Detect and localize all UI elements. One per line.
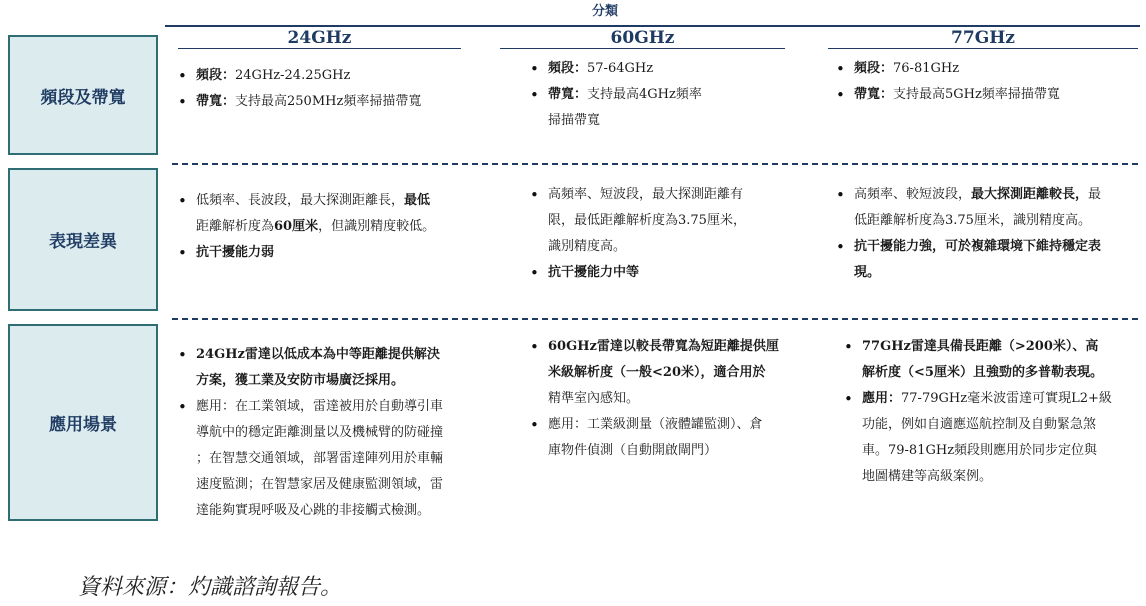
header-rule	[165, 25, 1140, 27]
row-label-application: 應用場景	[8, 324, 158, 521]
bandwidth-value: 支持最高5GHz頻率掃描帶寬	[893, 87, 1060, 102]
column-header-24ghz: 24GHz	[287, 28, 352, 48]
column-header-rule	[178, 48, 461, 49]
text: 低頻率、長波段，最大探測距離長，	[196, 193, 405, 208]
cell-performance-24ghz	[178, 188, 488, 266]
text-bold: 60GHz雷達以較長帶寬為短距離提供厘	[548, 339, 779, 354]
bandwidth-value-cont: 掃描帶寬	[548, 113, 601, 128]
source-note: 資料來源：灼識諮詢報告。	[78, 575, 343, 600]
text: ；在智慧交通領域，部署雷達陣列用於車輛	[196, 451, 444, 466]
text-bold: 抗干擾能力弱	[196, 245, 275, 260]
text: 功能，例如自適應巡航控制及自動緊急煞	[862, 417, 1097, 432]
text: 距離解析度為	[196, 219, 275, 234]
list-item	[844, 334, 1140, 386]
text-bold: 解析度（<5厘米）且強勁的多普勒表現。	[862, 365, 1103, 380]
text: 高頻率、短波段，最大探測距離有	[548, 187, 744, 202]
row-label-band: 頻段及帶寬	[8, 35, 158, 155]
text-bold: 最低	[404, 193, 431, 208]
band-label: 頻段：	[196, 68, 236, 83]
text: 限，最低距離解析度為3.75厘米，	[548, 213, 746, 228]
row-label-performance: 表現差異	[8, 168, 158, 311]
column-header-60ghz: 60GHz	[610, 28, 675, 48]
text: 77-79GHz毫米波雷達可實現L2+級	[901, 391, 1112, 406]
list-item	[530, 412, 810, 464]
text: 最	[1088, 187, 1102, 202]
cell-performance-77ghz	[836, 182, 1142, 286]
bandwidth-label: 帶寬：	[854, 87, 894, 102]
text-bold: 抗干擾能力中等	[548, 265, 640, 280]
text-bold: 米級解析度（一般<20米），適合用於	[548, 365, 766, 380]
text: 應用：工業級測量（液體罐監測）、倉	[548, 417, 763, 432]
bandwidth-label: 帶寬：	[548, 87, 588, 102]
text: 高頻率、較短波段，	[854, 187, 972, 202]
list-item	[530, 56, 790, 82]
text-bold: 60厘米	[274, 219, 319, 234]
cell-band-24ghz	[178, 63, 478, 115]
text-bold: 77GHz雷達具備長距離（>200米）、高	[862, 339, 1099, 354]
bandwidth-value: 支持最高250MHz頻率掃描帶寬	[235, 94, 422, 109]
list-item	[178, 342, 488, 394]
list-item	[178, 394, 488, 524]
text-bold: 現。	[854, 265, 881, 280]
list-item	[530, 182, 800, 260]
text: 識別精度高。	[548, 239, 627, 254]
list-item	[178, 63, 478, 89]
cell-application-24ghz	[178, 342, 488, 524]
list-item	[836, 82, 1136, 108]
text-bold: 最大探測距離較長，	[971, 187, 1089, 202]
cell-performance-60ghz	[530, 182, 800, 286]
band-label: 頻段：	[854, 61, 894, 76]
text: ，但識別精度較低。	[318, 219, 436, 234]
text-bold: 抗干擾能力強，可於複雜環境下維持穩定表	[854, 239, 1102, 254]
band-value: 76-81GHz	[893, 61, 960, 76]
band-label: 頻段：	[548, 61, 588, 76]
list-item	[844, 386, 1140, 490]
column-header-rule	[828, 48, 1138, 49]
list-item	[530, 82, 790, 134]
cell-application-60ghz	[530, 334, 810, 464]
row-divider	[172, 163, 1138, 165]
category-title: 分類	[591, 4, 618, 19]
list-item	[530, 334, 810, 412]
text-bold: 24GHz雷達以低成本為中等距離提供解決	[196, 347, 440, 362]
bandwidth-label: 帶寬：	[196, 94, 236, 109]
text: 速度監測；在智慧家居及健康監測領域，雷	[196, 477, 444, 492]
band-value: 57-64GHz	[587, 61, 654, 76]
column-header-77ghz: 77GHz	[951, 28, 1015, 48]
list-item	[178, 89, 478, 115]
text: 地圖構建等高級案例。	[862, 469, 993, 484]
list-item	[178, 188, 488, 240]
text-bold: 應用：	[862, 391, 902, 406]
text: 達能夠實現呼吸及心跳的非接觸式檢測。	[196, 503, 431, 518]
text: 精準室內感知。	[548, 391, 640, 406]
list-item	[178, 240, 488, 266]
text: 庫物件偵測（自動開啟閘門）	[548, 443, 718, 458]
text: 低距離解析度為3.75厘米，識別精度高。	[854, 213, 1091, 228]
bandwidth-value: 支持最高4GHz頻率	[587, 87, 702, 102]
text: 車。79-81GHz頻段則應用於同步定位與	[862, 443, 1098, 458]
list-item	[836, 56, 1136, 82]
column-header-rule	[500, 48, 785, 49]
cell-band-60ghz	[530, 56, 790, 134]
cell-application-77ghz	[844, 334, 1140, 490]
list-item	[530, 260, 800, 286]
text: 應用：在工業領域，雷達被用於自動導引車	[196, 399, 444, 414]
cell-band-77ghz	[836, 56, 1136, 108]
text-bold: 方案，獲工業及安防市場廣泛採用。	[196, 373, 405, 388]
row-divider	[172, 318, 1138, 320]
list-item	[836, 182, 1142, 234]
text: 導航中的穩定距離測量以及機械臂的防碰撞	[196, 425, 444, 440]
list-item	[836, 234, 1142, 286]
band-value: 24GHz-24.25GHz	[235, 68, 351, 83]
